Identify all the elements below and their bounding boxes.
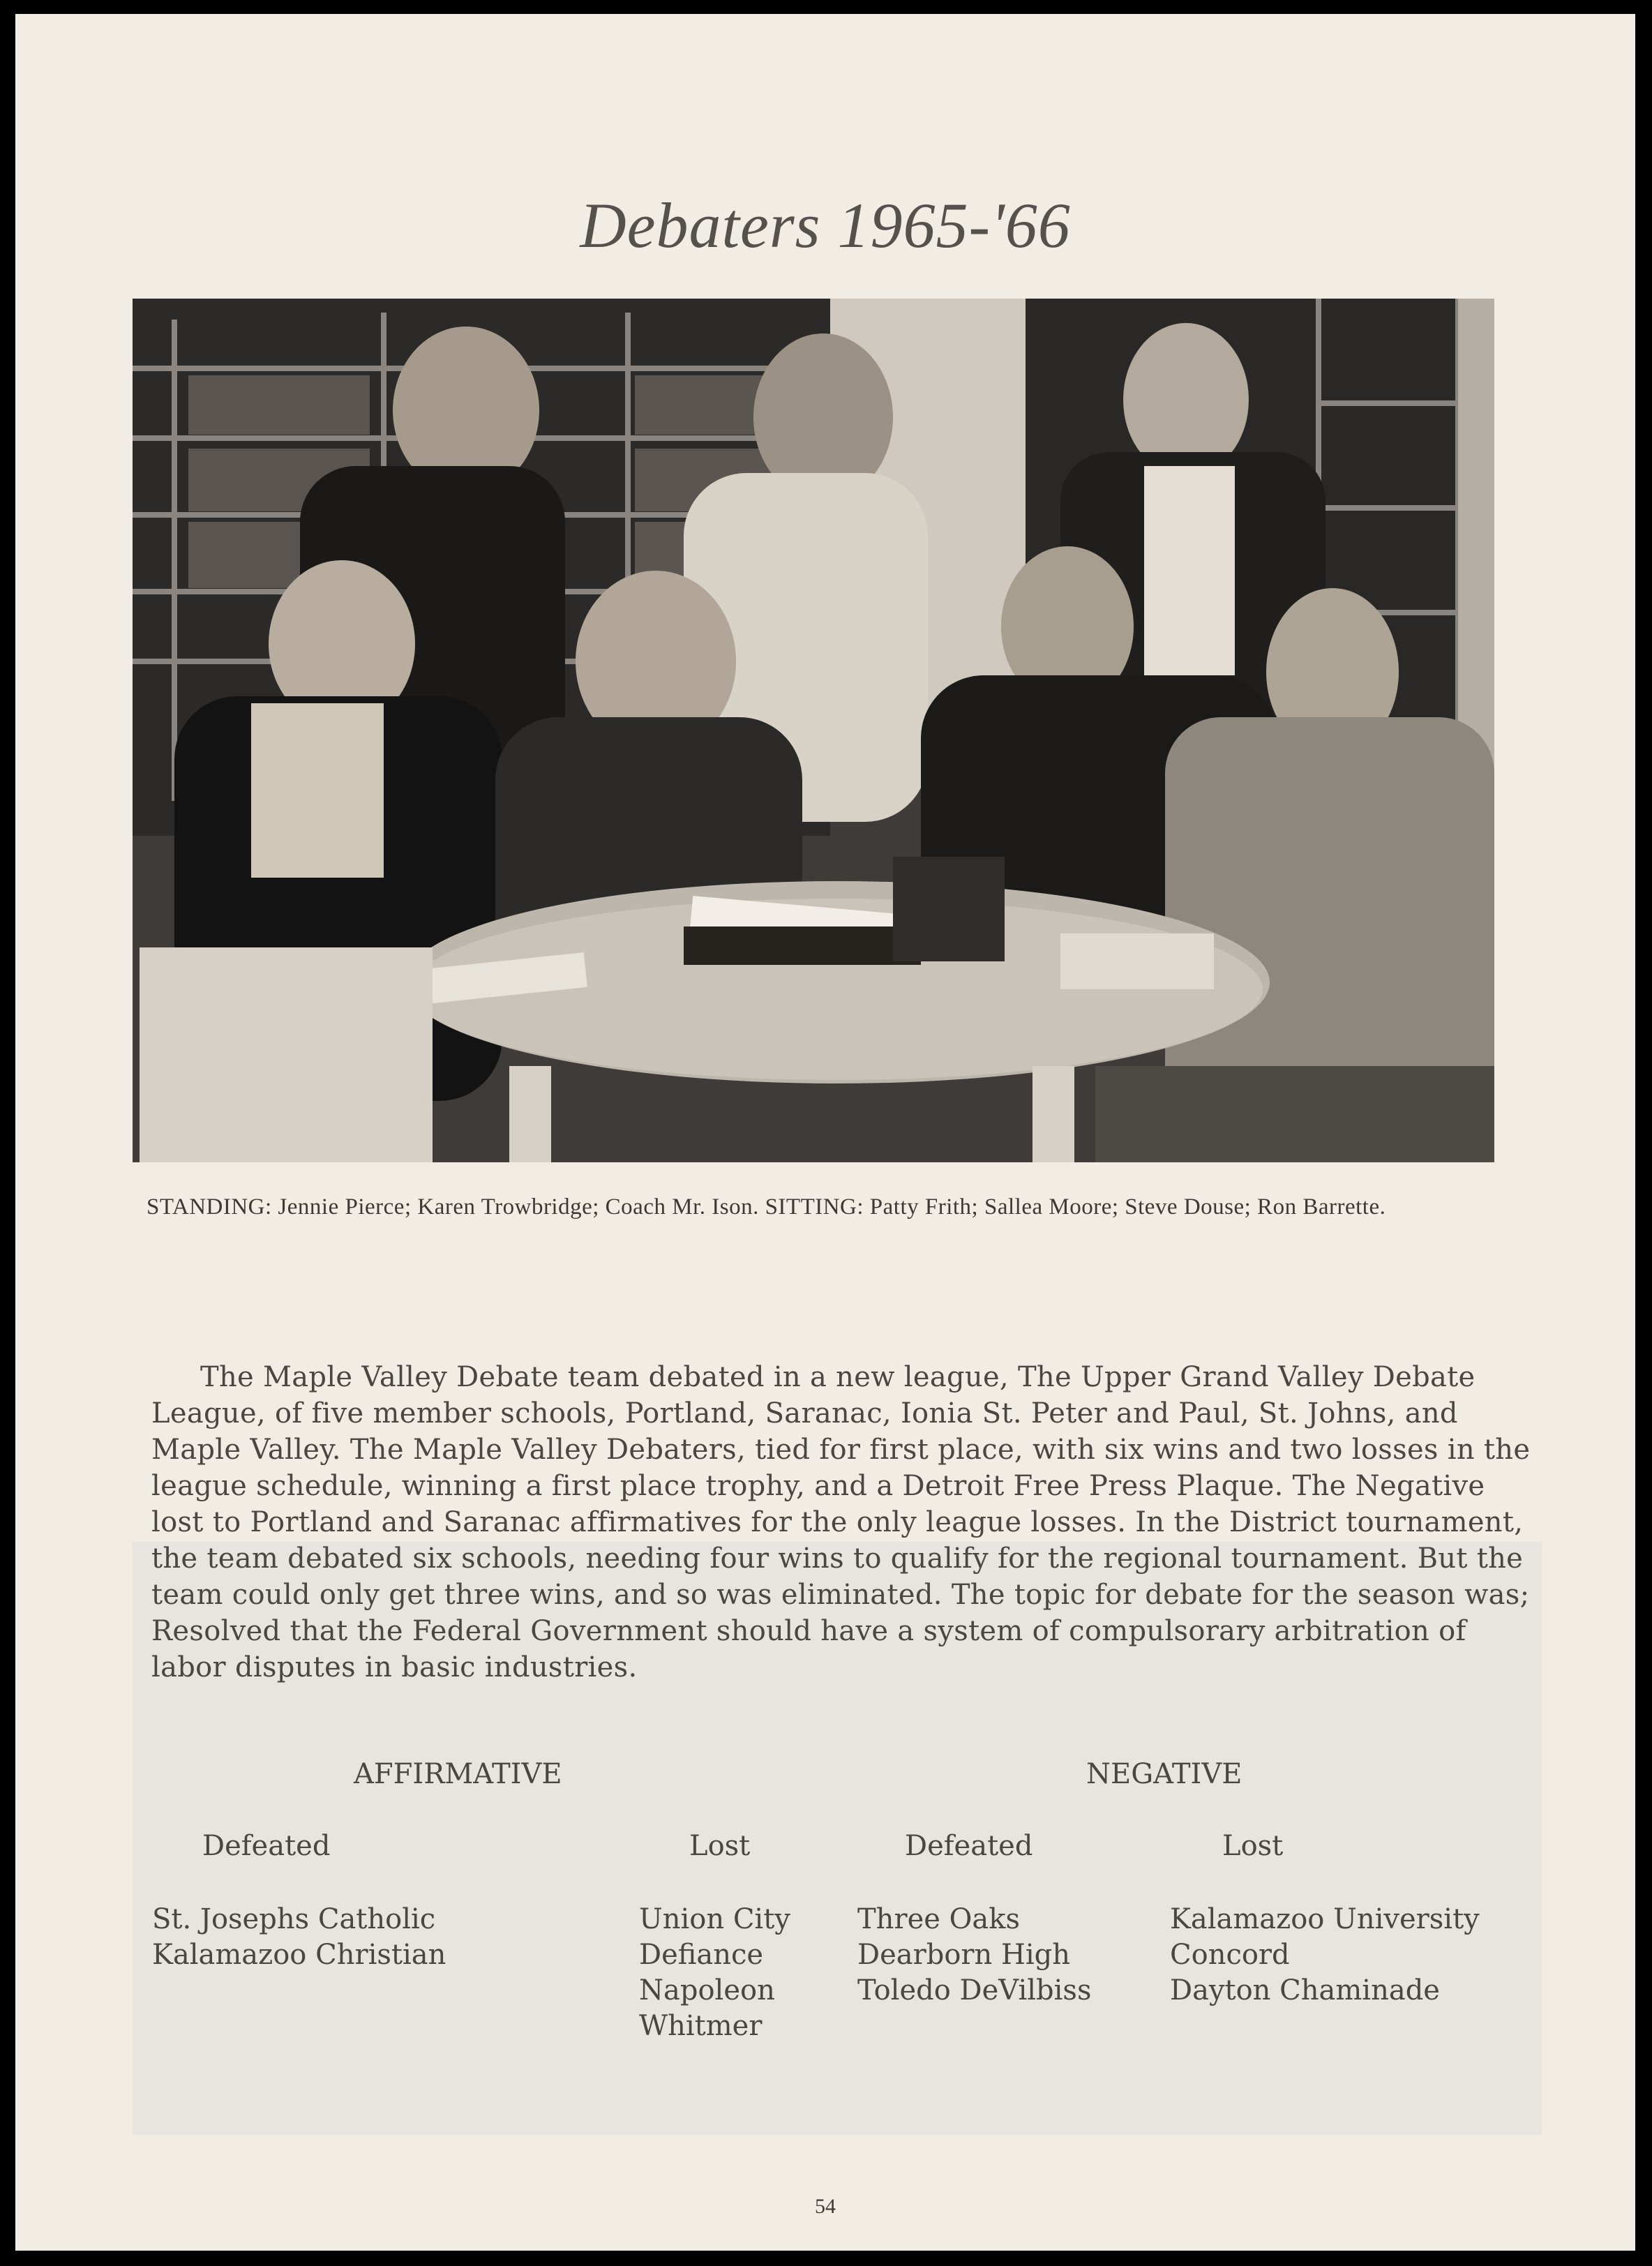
group-photo [133, 299, 1494, 1162]
list-item: Toledo DeVilbiss [857, 1974, 1092, 2006]
list-item: Whitmer [639, 2010, 763, 2042]
list-item: Napoleon [639, 1974, 775, 2006]
yearbook-page [15, 14, 1635, 2251]
list-item: Union City [639, 1903, 790, 1935]
list-item: Dayton Chaminade [1170, 1974, 1440, 2006]
negative-defeated-list [857, 1902, 1092, 2009]
affirmative-defeated-list [152, 1902, 446, 1973]
page-number: 54 [815, 2195, 836, 2218]
list-item: St. Josephs Catholic [152, 1903, 436, 1935]
list-item: Kalamazoo Christian [152, 1939, 446, 1971]
group-photo-image [133, 299, 1494, 1162]
negative-defeated-label: Defeated [905, 1830, 1033, 1862]
affirmative-defeated-label: Defeated [202, 1830, 331, 1862]
affirmative-lost-list [639, 1902, 790, 2044]
photo-caption: STANDING: Jennie Pierce; Karen Trowbridge; Coach Mr. Ison. SITTING: Patty Frith; Sallea Moore; Steve Douse; Ron Barrette. [147, 1194, 1386, 1220]
list-item: Concord [1170, 1939, 1290, 1971]
negative-heading: NEGATIVE [1086, 1758, 1242, 1790]
article-body: The Maple Valley Debate team debated in a new league, The Upper Grand Valley Debate League, of five member schools, Portland, Saranac, Ionia St. Peter and Paul, St. Johns, and Maple Valley. The Maple Valley Debaters, tied for first place, with six wins and two losses in the league schedule, winning a first place trophy, and a Detroit Free Press Plaque. The Negative lost to Portland and Saranac affirmatives for the only league losses. In the District tournament, the team debated six schools, needing four wins to qualify for the regional tournament. But the team could only get three wins, and so was eliminated. The topic for debate for the season was; Resolved that the Federal Government should have a system of compulsorary arbitration of labor disputes in basic industries. [151, 1361, 1531, 1683]
list-item: Kalamazoo University [1170, 1903, 1480, 1935]
list-item: Defiance [639, 1939, 764, 1971]
page-title: Debaters 1965-'66 [580, 190, 1071, 261]
negative-lost-list [1170, 1902, 1480, 2009]
negative-lost-label: Lost [1222, 1830, 1284, 1862]
list-item: Dearborn High [857, 1939, 1071, 1971]
list-item: Three Oaks [857, 1903, 1021, 1935]
affirmative-lost-label: Lost [689, 1830, 751, 1862]
affirmative-heading: AFFIRMATIVE [354, 1758, 562, 1790]
